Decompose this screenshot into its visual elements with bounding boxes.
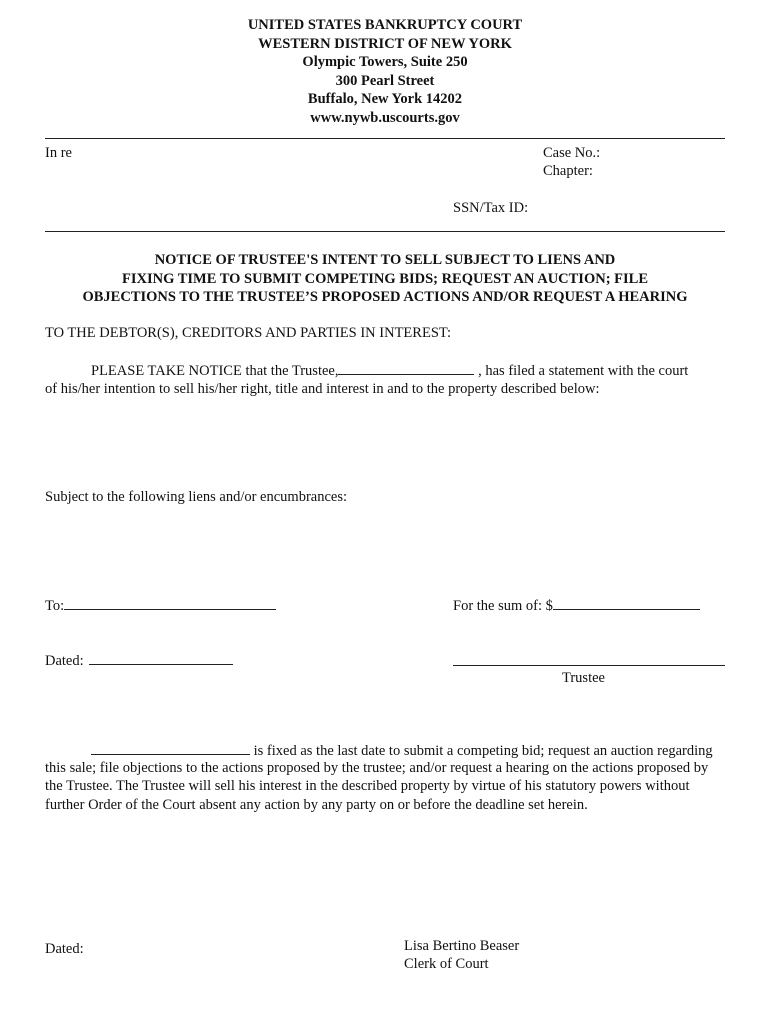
court-website: www.nywb.uscourts.gov	[310, 110, 460, 126]
intro-text-start: PLEASE TAKE NOTICE that the Trustee,	[91, 363, 339, 379]
court-street: 300 Pearl Street	[335, 73, 435, 89]
case-no-label: Case No.:	[543, 145, 601, 161]
ssn-tax-id-label: SSN/Tax ID:	[453, 200, 529, 216]
intro-text-end: , has filed a statement with the court	[474, 363, 689, 379]
dated-label: Dated:	[45, 653, 84, 669]
dated-blank[interactable]	[89, 651, 233, 665]
to-label: To:	[45, 598, 65, 614]
final-dated-label: Dated:	[45, 941, 84, 957]
trustee-name-blank[interactable]	[338, 361, 474, 375]
trustee-label: Trustee	[562, 670, 605, 686]
salutation: TO THE DEBTOR(S), CREDITORS AND PARTIES IN INTEREST:	[45, 325, 452, 341]
deadline-text-1: is fixed as the last date to submit a competing bid; request an auction regarding	[250, 743, 713, 759]
court-district: WESTERN DISTRICT OF NEW YORK	[258, 36, 512, 52]
in-re-label: In re	[45, 145, 72, 161]
court-city: Buffalo, New York 14202	[307, 91, 463, 107]
intro-line-2: of his/her intention to sell his/her right, title and interest in and to the property described below:	[45, 381, 600, 397]
dated-field-row	[45, 651, 233, 670]
sum-label: For the sum of: $	[453, 598, 553, 614]
clerk-title: Clerk of Court	[404, 956, 489, 972]
chapter-label: Chapter:	[543, 163, 593, 179]
sum-blank[interactable]	[553, 596, 700, 610]
liens-label: Subject to the following liens and/or encumbrances:	[45, 489, 348, 505]
court-building: Olympic Towers, Suite 250	[302, 54, 468, 70]
deadline-line-1	[91, 741, 713, 760]
notice-title-line-1: NOTICE OF TRUSTEE'S INTENT TO SELL SUBJECT TO LIENS AND	[154, 252, 616, 268]
sum-field-row	[453, 596, 700, 615]
deadline-date-blank[interactable]	[91, 741, 250, 755]
trustee-signature-line[interactable]	[453, 665, 725, 666]
notice-title-line-3: OBJECTIONS TO THE TRUSTEE’S PROPOSED ACTIONS AND/OR REQUEST A HEARING	[82, 289, 688, 305]
clerk-name: Lisa Bertino Beaser	[404, 938, 520, 954]
to-field-row	[45, 596, 276, 615]
court-name: UNITED STATES BANKRUPTCY COURT	[247, 17, 523, 33]
deadline-line-4: further Order of the Court absent any action by any party on or before the deadline set herein.	[45, 797, 588, 813]
buyer-blank[interactable]	[64, 596, 276, 610]
caption-divider	[45, 231, 725, 232]
deadline-line-2: this sale; file objections to the actions proposed by the trustee; and/or request a hearing on the actions proposed by	[45, 760, 709, 776]
header-divider	[45, 138, 725, 139]
deadline-line-3: the Trustee. The Trustee will sell his interest in the described property by virtue of his statutory powers without	[45, 778, 690, 794]
intro-line-1	[91, 361, 688, 380]
notice-title-line-2: FIXING TIME TO SUBMIT COMPETING BIDS; REQUEST AN AUCTION; FILE	[121, 271, 648, 287]
